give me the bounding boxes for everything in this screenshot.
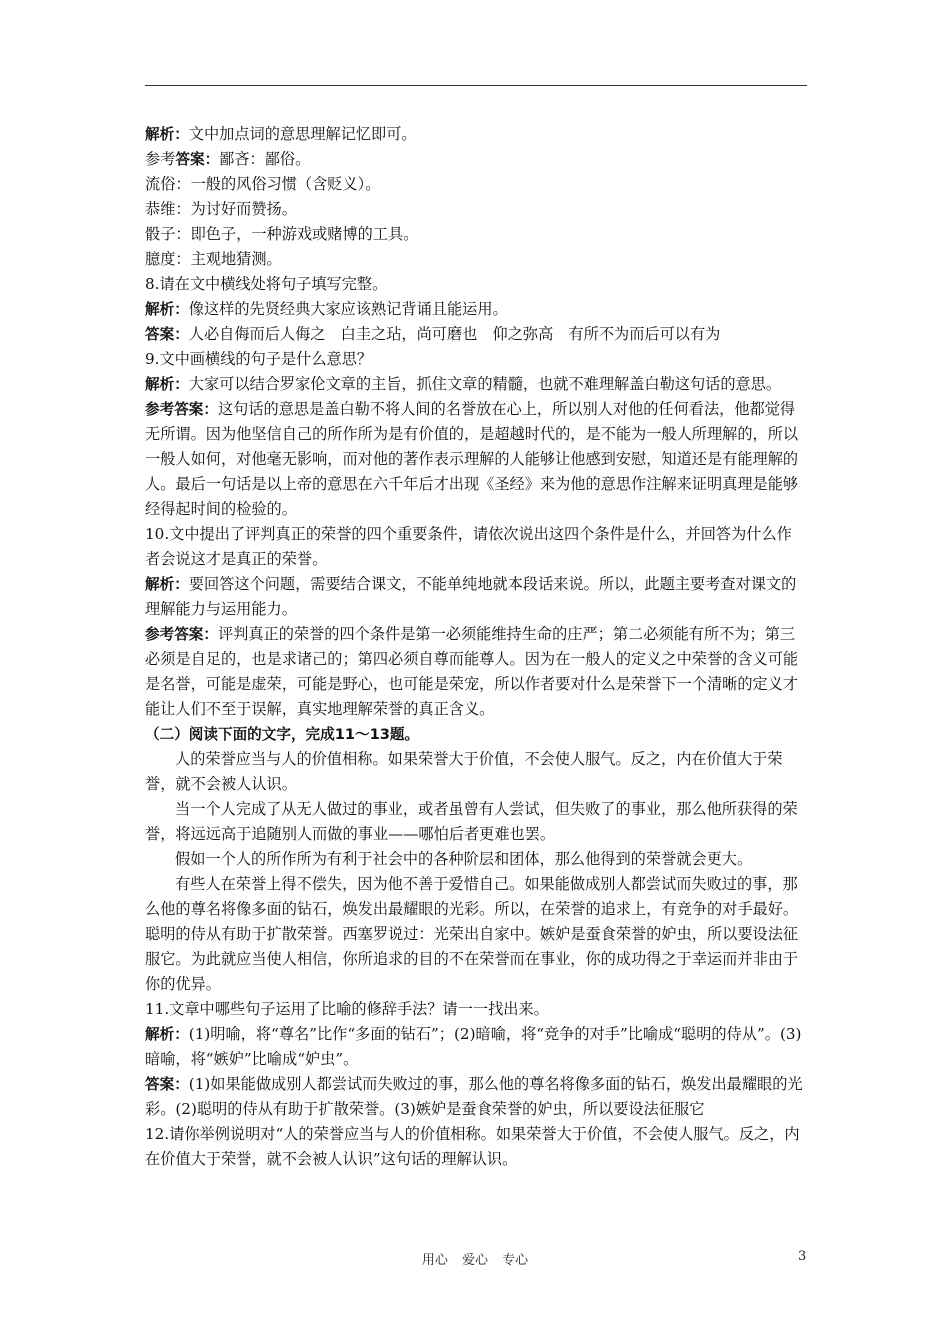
answer: 参考答案：这句话的意思是盖白勒不将人间的名誉放在心上，所以别人对他的任何看法，他都觉得无所谓。因为他坚信自己的所作所为是有价值的，是超越时代的，是不能为一般人所理解的，所以一般人如何，对他毫无影响，而对他的著作表示理解的人能够让他感到安慰，知道还是有能理解的人。最后一句话是以上帝的意思在六千年后才出现《圣经》来为他的意思作注解来证明真理是能够经得起时间的检验的。 xyxy=(145,400,799,518)
line: 参考答案：鄙吝：鄙俗。 xyxy=(145,150,311,168)
analysis: 解析：像这样的先贤经典大家应该熟记背诵且能运用。 xyxy=(145,300,508,318)
footer-slogan: 用心 爱心 专心 xyxy=(421,1253,529,1268)
section-title: （二）阅读下面的文字，完成11～13题。 xyxy=(145,726,420,743)
line: 解析：文中加点词的意思理解记忆即可。 xyxy=(145,125,417,143)
answer: 答案：(1)如果能做成别人都尝试而失败过的事，那么他的尊名将像多面的钻石，焕发出最耀眼的光彩。(2)聪明的侍从有助于扩散荣誉。(3)嫉妒是蚕食荣誉的妒虫，所以要设法征服它 xyxy=(145,1075,803,1118)
question: 9.文中画横线的句子是什么意思？ xyxy=(145,350,373,368)
question: 8.请在文中横线处将句子填写完整。 xyxy=(145,275,388,293)
analysis: 解析：大家可以结合罗家伦文章的主旨，抓住文章的精髓，也就不难理解盖白勒这句话的意思。 xyxy=(145,375,782,393)
line: 流俗：一般的风俗习惯（含贬义）。 xyxy=(145,175,381,193)
question: 11.文章中哪些句子运用了比喻的修辞手法？请一一找出来。 xyxy=(145,1000,549,1018)
page-number: 3 xyxy=(798,1249,807,1264)
passage-paragraph: 人的荣誉应当与人的价值相称。如果荣誉大于价值，不会使人服气。反之，内在价值大于荣誉，就不会被人认识。 xyxy=(145,750,783,793)
line: 臆度：主观地猜测。 xyxy=(145,250,282,268)
question: 10.文中提出了评判真正的荣誉的四个重要条件，请依次说出这四个条件是什么，并回答为什么作者会说这才是真正的荣誉。 xyxy=(145,525,792,568)
answer: 答案：人必自侮而后人侮之 白圭之玷，尚可磨也 仰之弥高 有所不为而后可以有为 xyxy=(145,325,721,343)
answer: 参考答案：评判真正的荣誉的四个条件是第一必须能维持生命的庄严；第二必须能有所不为；第三必须是自足的，也是求诸己的；第四必须自尊而能尊人。因为在一般人的定义之中荣誉的含义可能是名誉，可能是虚荣，可能是野心，也可能是荣宠，所以作者要对什么是荣誉下一个清晰的定义才能让人们不至于误解，真实地理解荣誉的真正含义。 xyxy=(145,625,799,718)
line: 骰子：即色子，一种游戏或赌博的工具。 xyxy=(145,225,419,243)
passage-paragraph: 当一个人完成了从无人做过的事业，或者虽曾有人尝试，但失败了的事业，那么他所获得的荣誉，将远远高于追随别人而做的事业——哪怕后者更难也罢。 xyxy=(145,800,798,843)
passage-paragraph: 有些人在荣誉上得不偿失，因为他不善于爱惜自己。如果能做成别人都尝试而失败过的事，那么他的尊名将像多面的钻石，焕发出最耀眼的光彩。所以，在荣誉的追求上，有竞争的对手最好。聪明的侍从有助于扩散荣誉。西塞罗说过：光荣出自家中。嫉妒是蚕食荣誉的妒虫，所以要设法征服它。为此就应当使人相信，你所追求的目的不在荣誉而在事业，你的成功得之于幸运而并非由于你的优异。 xyxy=(145,875,799,993)
line: 恭维：为讨好而赞扬。 xyxy=(145,200,297,218)
question: 12.请你举例说明对“人的荣誉应当与人的价值相称。如果荣誉大于价值，不会使人服气。反之，内在价值大于荣誉，就不会被人认识”这句话的理解认识。 xyxy=(145,1125,800,1168)
passage-paragraph: 假如一个人的所作所为有利于社会中的各种阶层和团体，那么他得到的荣誉就会更大。 xyxy=(175,850,753,868)
page-body xyxy=(145,122,807,1172)
analysis: 解析：(1)明喻，将“尊名”比作“多面的钻石”；(2)暗喻，将“竞争的对手”比喻成“聪明的侍从”。(3)暗喻，将“嫉妒”比喻成“妒虫”。 xyxy=(145,1025,802,1068)
analysis: 解析：要回答这个问题，需要结合课文，不能单纯地就本段话来说。所以，此题主要考查对课文的理解能力与运用能力。 xyxy=(145,575,797,618)
header-rule xyxy=(145,85,807,86)
